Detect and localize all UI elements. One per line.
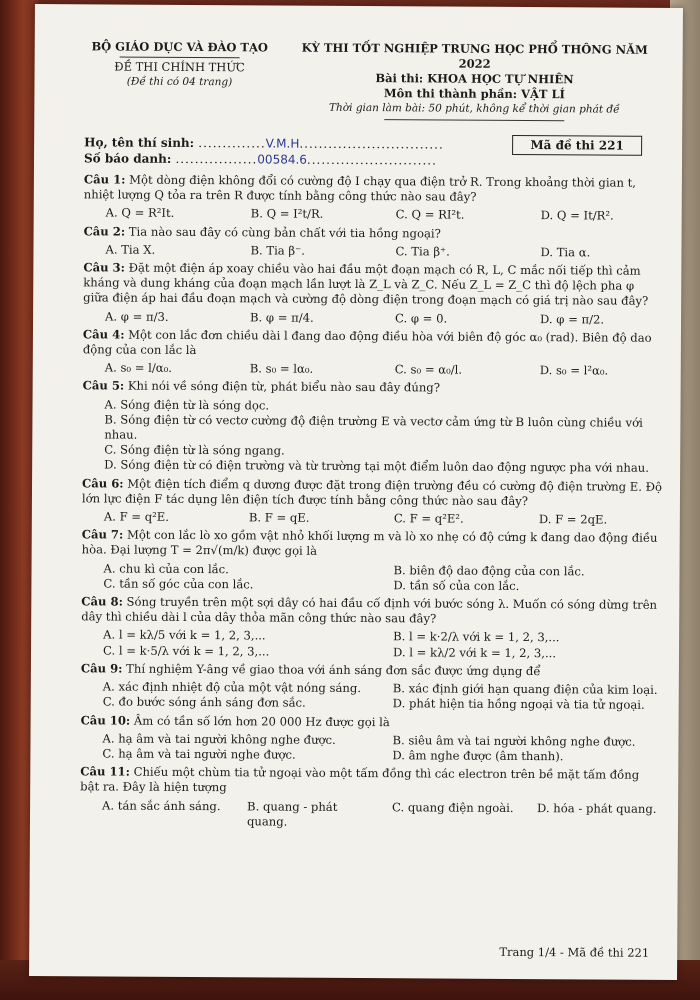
question-number: Câu 1: [83, 172, 126, 187]
question-2 [83, 224, 663, 261]
answer-option: A. hạ âm và tai người không nghe được. [102, 731, 336, 747]
answer-option: B. F = qE. [248, 510, 310, 525]
question-number: Câu 11: [80, 764, 130, 779]
divider [120, 57, 240, 59]
page-count: (Đề thi có 04 trang) [126, 75, 233, 89]
answer-option: C. quang điện ngoài. [392, 799, 514, 815]
question-number: Câu 8: [81, 594, 123, 609]
answer-option: B. xác định giới hạn quang điện của kim loại. [392, 681, 658, 697]
answer-options [84, 206, 664, 225]
question-text: Thí nghiệm Y-âng về giao thoa với ánh sáng đơn sắc được ứng dụng để [126, 661, 541, 679]
answer-option: D. Q = It/R². [540, 208, 614, 223]
question-text: Đặt một điện áp xoay chiều vào hai đầu một đoạn mạch có R, L, C mắc nối tiếp thì cảm kháng và dung kháng của đoạn mạch lần lượt là Z_L và Z_C. Nếu Z_L = Z_C thì độ lệch pha φ giữa điện áp hai đầu đoạn mạch và cường độ dòng điện trong đoạn mạch có giá trị nào sau đây? [83, 260, 649, 309]
answer-option: C. l = k·5/λ với k = 1, 2, 3,... [102, 643, 270, 659]
answer-option: D. φ = π/2. [540, 311, 605, 327]
answer-option: C. Q = RI²t. [395, 207, 465, 223]
answer-option: A. Tia X. [105, 242, 156, 257]
exam-title: KỲ THI TỐT NGHIỆP TRUNG HỌC PHỔ THÔNG NĂM 2022 [301, 40, 648, 71]
answer-option: B. l = k·2/λ với k = 1, 2, 3,... [393, 629, 560, 645]
answer-option: C. Sóng điện từ là sóng ngang. [104, 442, 285, 458]
answer-options [81, 628, 661, 662]
answer-option: B. s₀ = lα₀. [249, 361, 314, 376]
answer-options [81, 561, 661, 595]
answer-option: B. φ = π/4. [250, 309, 314, 325]
answer-option: D. tần số của con lắc. [393, 578, 520, 593]
answer-option: A. s₀ = l/α₀. [104, 360, 172, 376]
question-3 [83, 260, 663, 327]
subject-group: Bài thi: KHOA HỌC TỰ NHIÊN [375, 71, 574, 87]
question-text: Một điện tích điểm q dương được đặt trong điện trường đều có cường độ điện trường E. Độ lớn lực điện F tác dụng lên điện tích được tính bằng công thức nào sau đây? [81, 476, 663, 508]
answer-option: C. F = q²E². [393, 511, 464, 526]
name-value: V.M.H [265, 136, 300, 151]
ministry-name: BỘ GIÁO DỤC VÀ ĐÀO TẠO [91, 39, 269, 55]
answer-option: C. Tia β⁺. [395, 244, 450, 259]
question-number: Câu 3: [83, 260, 125, 275]
answer-option: D. hóa - phát quang. [537, 800, 657, 816]
answer-option: B. siêu âm và tai người không nghe được. [392, 732, 636, 749]
page-footer: Trang 1/4 - Mã đề thi 221 [499, 944, 650, 960]
answer-option: D. s₀ = l²α₀. [539, 363, 609, 378]
question-number: Câu 6: [82, 475, 124, 491]
answer-option: C. đo bước sóng ánh sáng đơn sắc. [102, 694, 306, 710]
question-8 [81, 594, 661, 661]
question-number: Câu 5: [82, 378, 125, 394]
answer-option: A. Sóng điện từ là sóng dọc. [104, 397, 270, 413]
answer-options [81, 679, 661, 713]
subject: Môn thi thành phần: VẬT LÍ [383, 86, 565, 102]
answer-options [83, 242, 663, 261]
answer-option: A. chu kì của con lắc. [103, 561, 229, 576]
answer-options [80, 731, 660, 765]
id-value: 00584.6 [257, 152, 307, 167]
question-text: Sóng truyền trên một sợi dây có hai đầu cố định với bước sóng λ. Muốn có sóng dừng trên dây thì chiều dài l của dây thỏa mãn công thức nào sau đây? [81, 594, 658, 626]
answer-option: D. âm nghe được (âm thanh). [392, 748, 564, 764]
answer-option: B. Q = I²t/R. [250, 206, 324, 222]
answer-option: B. quang - phát quang. [246, 798, 338, 829]
id-label: Số báo danh: [83, 151, 172, 166]
answer-option: A. xác định nhiệt độ của một vật nóng sáng. [102, 679, 362, 696]
question-number: Câu 7: [81, 527, 124, 542]
question-text: Một dòng điện không đổi có cường độ I chạy qua điện trở R. Trong khoảng thời gian t, nhiệt lượng Q tỏa ra trên R được tính bằng công thức nào sau đây? [83, 172, 637, 204]
questions-body [80, 172, 664, 834]
answer-option: A. tán sắc ánh sáng. [102, 797, 221, 813]
candidate-info: Họ, tên thí sinh: ..............V.M.H.............................. Số báo danh: .................00584.6........................... [83, 135, 444, 168]
question-1 [84, 172, 664, 224]
question-7 [81, 528, 661, 595]
answer-option: C. φ = 0. [395, 310, 448, 326]
answer-option: B. biên độ dao động của con lắc. [393, 562, 585, 579]
question-text: Một con lắc lò xo gồm vật nhỏ khối lượng m và lò xo nhẹ có độ cứng k đang dao động điều hòa. Đại lượng T = 2π√(m/k) được gọi là [81, 527, 658, 559]
answer-option: B. Sóng điện từ có vectơ cường độ điện trường E và vectơ cảm ứng từ B luôn cùng chiều với nhau. [104, 412, 643, 442]
exam-paper [29, 4, 683, 980]
question-10 [80, 713, 660, 765]
answer-option: C. tần số góc của con lắc. [103, 576, 254, 592]
question-6 [82, 476, 662, 528]
question-4 [83, 327, 663, 379]
header-left [74, 39, 284, 90]
answer-option: D. Sóng điện từ có điện trường và từ trường tại một điểm luôn dao động ngược pha với nhau. [104, 457, 650, 476]
question-9 [81, 661, 661, 713]
divider [384, 119, 564, 121]
question-11 [80, 764, 660, 831]
name-label: Họ, tên thí sinh: [84, 135, 195, 151]
question-number: Câu 2: [83, 223, 126, 239]
question-5 [82, 379, 663, 477]
question-number: Câu 4: [82, 327, 125, 342]
answer-option: D. phát hiện tia hồng ngoại và tia tử ngoại. [392, 696, 645, 713]
question-text: Chiếu một chùm tia tử ngoại vào một tấm đồng thì các electron trên bề mặt tấm đồng bật ra. Đây là hiện tượng [80, 764, 640, 795]
answer-option: C. hạ âm và tai người nghe được. [102, 746, 296, 762]
question-text: Khi nói về sóng điện từ, phát biểu nào sau đây đúng? [127, 379, 440, 395]
question-text: Âm có tần số lớn hơn 20 000 Hz được gọi là [133, 713, 390, 729]
time-limit: Thời gian làm bài: 50 phút, không kể thời gian phát đề [329, 101, 620, 116]
question-text: Một con lắc đơn chiều dài l đang dao động điều hòa với biên độ góc α₀ (rad). Biên độ dao động của con lắc là [82, 327, 652, 358]
answer-option: D. F = 2qE. [538, 512, 608, 527]
question-number: Câu 9: [80, 661, 123, 676]
answer-option: D. l = kλ/2 với k = 1, 2, 3,... [392, 644, 557, 660]
answer-option: B. Tia β⁻. [250, 243, 305, 258]
question-text: Tia nào sau đây có cùng bản chất với tia hồng ngoại? [128, 224, 441, 241]
answer-option: C. s₀ = α₀/l. [394, 362, 463, 377]
answer-option: A. l = kλ/5 với k = 1, 2, 3,... [103, 627, 266, 643]
question-number: Câu 10: [80, 712, 131, 728]
answer-options [82, 397, 662, 477]
answer-option: A. Q = R²It. [105, 205, 175, 221]
official-label: ĐỀ THI CHÍNH THỨC [114, 59, 245, 75]
answer-option: A. F = q²E. [103, 509, 169, 524]
header-right [294, 41, 654, 125]
answer-option: D. Tia α. [540, 244, 591, 260]
answer-options [83, 309, 663, 328]
answer-options [80, 798, 660, 832]
exam-code-box: Mã đề thi 221 [512, 135, 642, 156]
answer-options [82, 509, 662, 528]
answer-option: A. φ = π/3. [105, 309, 169, 324]
answer-options [83, 361, 663, 380]
